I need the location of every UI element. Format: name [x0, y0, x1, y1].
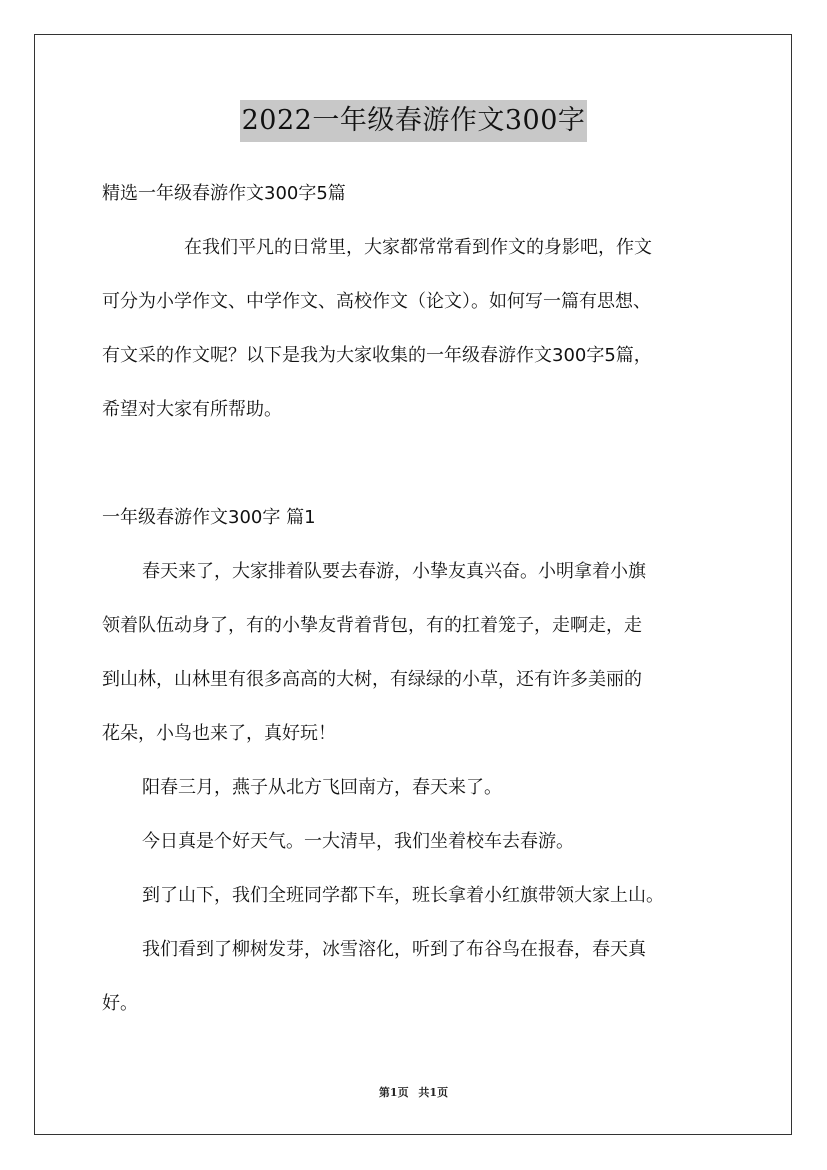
body-line-8: 我们看到了柳树发芽，冰雪溶化，听到了布谷鸟在报春，春天真 — [142, 939, 646, 960]
body-line-9: 好。 — [102, 993, 138, 1014]
body-line-2: 领着队伍动身了，有的小挚友背着背包，有的扛着笼子，走啊走，走 — [102, 615, 642, 636]
title-container — [0, 100, 827, 142]
page-total: 共1页 — [418, 1086, 449, 1099]
section-heading: 一年级春游作文300字 篇1 — [102, 507, 316, 528]
body-line-1: 春天来了，大家排着队要去春游，小挚友真兴奋。小明拿着小旗 — [142, 561, 646, 582]
intro-line-3: 有文采的作文呢？以下是我为大家收集的一年级春游作文300字5篇， — [102, 345, 652, 366]
intro-line-4: 希望对大家有所帮助。 — [102, 399, 282, 420]
intro-line-1: 在我们平凡的日常里，大家都常常看到作文的身影吧，作文 — [184, 237, 652, 258]
body-line-6: 今日真是个好天气。一大清早，我们坐着校车去春游。 — [142, 831, 574, 852]
subtitle: 精选一年级春游作文300字5篇 — [102, 183, 346, 204]
intro-line-2: 可分为小学作文、中学作文、高校作文（论文）。如何写一篇有思想、 — [102, 291, 651, 312]
body-line-3: 到山林，山林里有很多高高的大树，有绿绿的小草，还有许多美丽的 — [102, 669, 642, 690]
body-line-5: 阳春三月，燕子从北方飞回南方，春天来了。 — [142, 777, 502, 798]
document-title: 2022一年级春游作文300字 — [240, 100, 588, 142]
body-line-4: 花朵，小鸟也来了，真好玩！ — [102, 723, 336, 744]
page-footer — [0, 1084, 827, 1100]
page-number: 第1页 — [378, 1086, 409, 1099]
body-line-7: 到了山下，我们全班同学都下车，班长拿着小红旗带领大家上山。 — [142, 885, 664, 906]
